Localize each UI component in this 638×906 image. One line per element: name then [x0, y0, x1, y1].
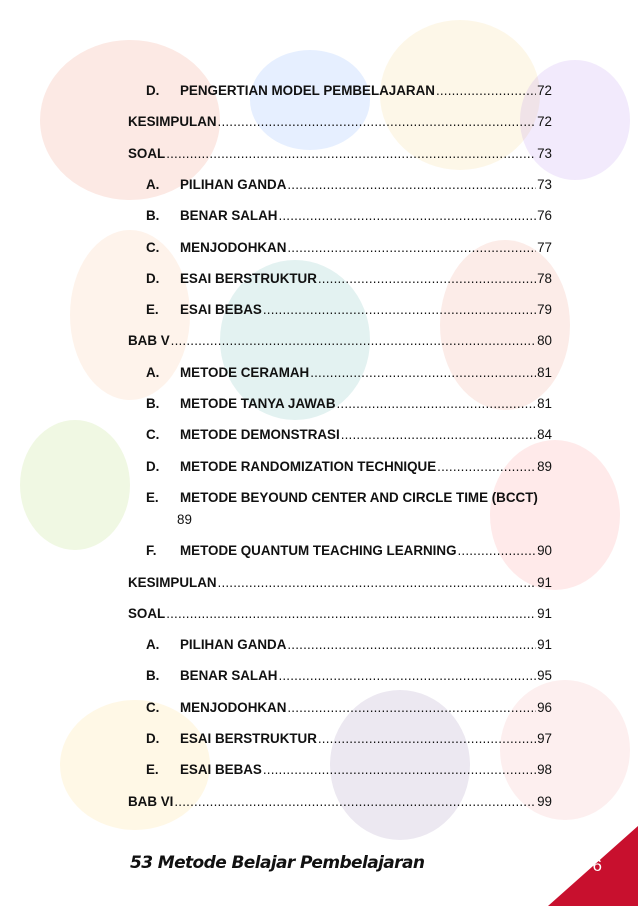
toc-entry-letter: D.: [146, 83, 160, 98]
toc-entry-title: BENAR SALAH: [180, 208, 278, 224]
toc-entry-leader-dots: [263, 759, 536, 781]
toc-entry-letter: E.: [146, 302, 159, 318]
toc-entry-letter: C.: [146, 427, 160, 443]
toc-entry: [0, 174, 638, 196]
toc-entry: [0, 299, 638, 321]
toc-entry-title: ESAI BEBAS: [180, 762, 262, 778]
toc-entry-title: KESIMPULAN: [128, 114, 217, 130]
toc-entry-leader-dots: [341, 424, 536, 446]
toc-entry-title: ESAI BERSTRUKTUR: [180, 270, 317, 286]
toc-entry-line: [180, 487, 546, 509]
toc-entry-line: [128, 330, 552, 352]
toc-entry-line: [180, 634, 552, 656]
toc-entry-leader-dots: [263, 299, 536, 321]
toc-entry-line: [180, 540, 552, 562]
toc-entry-page: 99: [537, 793, 552, 809]
toc-entry: [0, 456, 638, 478]
toc-entry-leader-dots: [278, 665, 536, 687]
toc-entry-letter: B.: [146, 208, 160, 224]
toc-entry-line: [128, 111, 552, 133]
toc-entry-line: [128, 791, 552, 813]
toc-entry-line: [180, 205, 552, 227]
page-number: 6: [592, 856, 602, 875]
toc-entry-leader-dots: [174, 791, 536, 813]
toc-entry-title: METODE CERAMAH: [180, 364, 310, 380]
toc-entry-page: 81: [537, 396, 552, 411]
toc-entry-letter: F.: [146, 543, 157, 559]
toc-entry-page: 72: [537, 114, 552, 130]
toc-entry-page: 80: [537, 333, 552, 349]
toc-entry-line: [180, 393, 552, 415]
toc-entry-letter: D.: [146, 731, 160, 746]
toc-entry-page: 72: [537, 83, 552, 98]
toc-entry-page: 73: [537, 145, 552, 161]
toc-entry: [0, 603, 638, 625]
toc-entry-leader-dots: [318, 268, 536, 290]
toc-entry-leader-dots: [337, 393, 537, 415]
toc-entry-page: 77: [537, 239, 552, 255]
toc-entry-title: SOAL: [128, 145, 166, 161]
toc-entry-leader-dots: [437, 456, 536, 478]
toc-entry-letter: C.: [146, 699, 160, 715]
toc-entry-line: [180, 665, 552, 687]
toc-entry: [0, 268, 638, 290]
toc-entry-title: PILIHAN GANDA: [180, 637, 287, 653]
toc-entry: [0, 362, 638, 384]
toc-entry-line: [180, 299, 552, 321]
toc-entry-leader-dots: [218, 111, 537, 133]
toc-entry: [0, 572, 638, 594]
toc-entry-page: 78: [537, 270, 552, 286]
toc-entry-page: 96: [537, 699, 552, 715]
toc-entry: [0, 540, 638, 562]
toc-entry-title: BENAR SALAH: [180, 668, 278, 684]
toc-entry-letter: C.: [146, 239, 160, 255]
toc-entry-page: 98: [537, 762, 552, 778]
toc-entry-title: METODE BEYOUND CENTER AND CIRCLE TIME (BCCT): [180, 489, 538, 505]
toc-entry-page: 84: [537, 427, 552, 443]
toc-entry-line: [180, 237, 552, 259]
toc-entry-leader-dots: [171, 330, 536, 352]
toc-entry-line: [180, 362, 552, 384]
toc-entry-line: [128, 603, 552, 625]
toc-entry-leader-dots: [287, 237, 536, 259]
toc-entry: [0, 393, 638, 415]
toc-entry-leader-dots: [218, 572, 537, 594]
toc-entry-line: [128, 572, 552, 594]
toc-entry-letter: D.: [146, 270, 160, 286]
toc-entry-page: 90: [537, 543, 552, 559]
toc-entry-page: 76: [537, 208, 552, 224]
toc-entry-line: [180, 456, 552, 478]
toc-entry-title: METODE QUANTUM TEACHING LEARNING: [180, 543, 457, 559]
toc-entry-letter: A.: [146, 364, 160, 380]
toc-entry: [0, 728, 638, 750]
toc-entry-title: ESAI BEBAS: [180, 302, 262, 318]
toc-entry-title: KESIMPULAN: [128, 574, 217, 590]
toc-entry-title: ESAI BERSTRUKTUR: [180, 731, 317, 746]
toc-entry-line: [180, 268, 552, 290]
toc-entry-page: 89: [537, 458, 552, 474]
toc-entry-title: PENGERTIAN MODEL PEMBELAJARAN: [180, 83, 435, 98]
toc-entry-leader-dots: [310, 362, 536, 384]
toc-entry-line: [180, 174, 552, 196]
toc-entry-title: BAB VI: [128, 793, 174, 809]
toc-entry-page: 97: [537, 731, 552, 746]
toc-entry: [0, 80, 638, 102]
toc-entry: [0, 111, 638, 133]
toc-entry-page: 79: [537, 302, 552, 318]
toc-entry-letter: B.: [146, 396, 160, 411]
book-title: 53 Metode Belajar Pembelajaran: [130, 853, 425, 873]
toc-entry-letter: E.: [146, 762, 159, 778]
toc-entry-letter: A.: [146, 176, 160, 192]
toc-entry: [0, 665, 638, 687]
toc-entry: [0, 634, 638, 656]
toc-entry-leader-dots: [287, 697, 536, 719]
toc-entry-title: MENJODOHKAN: [180, 699, 287, 715]
toc-entry-leader-dots: [278, 205, 536, 227]
toc-entry-leader-dots: [287, 634, 536, 656]
toc-entry-line: [128, 143, 552, 165]
toc-entry: [0, 330, 638, 352]
toc-entry-line: [180, 697, 552, 719]
toc-entry-leader-dots: [166, 603, 536, 625]
toc-entry-leader-dots: [318, 728, 536, 750]
toc-entry: [0, 237, 638, 259]
toc-entry: [0, 759, 638, 781]
toc-entry-title: SOAL: [128, 605, 166, 621]
toc-entry-leader-dots: [436, 80, 536, 102]
toc-entry-title: BAB V: [128, 333, 170, 349]
toc-entry-leader-dots: [458, 540, 537, 562]
toc-entry: [0, 791, 638, 813]
toc-entry-line: [180, 80, 552, 102]
toc-entry-title: MENJODOHKAN: [180, 239, 287, 255]
toc-entry: [0, 487, 638, 527]
toc-entry-page: 95: [537, 668, 552, 684]
toc-entry: [0, 205, 638, 227]
toc-entry-line: [180, 759, 552, 781]
toc-entry-page: 81: [537, 364, 552, 380]
toc-entry-page: 89: [177, 511, 192, 527]
toc-entry-title: METODE DEMONSTRASI: [180, 427, 340, 443]
toc-entry: [0, 143, 638, 165]
toc-entry-leader-dots: [166, 143, 536, 165]
toc-entry-title: METODE RANDOMIZATION TECHNIQUE: [180, 458, 437, 474]
toc-entry-page: 73: [537, 176, 552, 192]
toc-entry-page: 91: [537, 574, 552, 590]
toc-entry-letter: D.: [146, 458, 160, 474]
toc-entry-letter: B.: [146, 668, 160, 684]
toc-entry-leader-dots: [287, 174, 536, 196]
toc-entry-letter: E.: [146, 489, 159, 505]
toc-entry-page: 91: [537, 605, 552, 621]
toc-entry-line: [180, 424, 552, 446]
toc-entry-page: 91: [537, 637, 552, 653]
toc-entry-letter: A.: [146, 637, 160, 653]
toc-entry: [0, 424, 638, 446]
toc-entry-line: [180, 728, 552, 750]
toc-entry: [0, 697, 638, 719]
toc-entry-title: PILIHAN GANDA: [180, 176, 287, 192]
toc-entry-title: METODE TANYA JAWAB: [180, 396, 336, 411]
